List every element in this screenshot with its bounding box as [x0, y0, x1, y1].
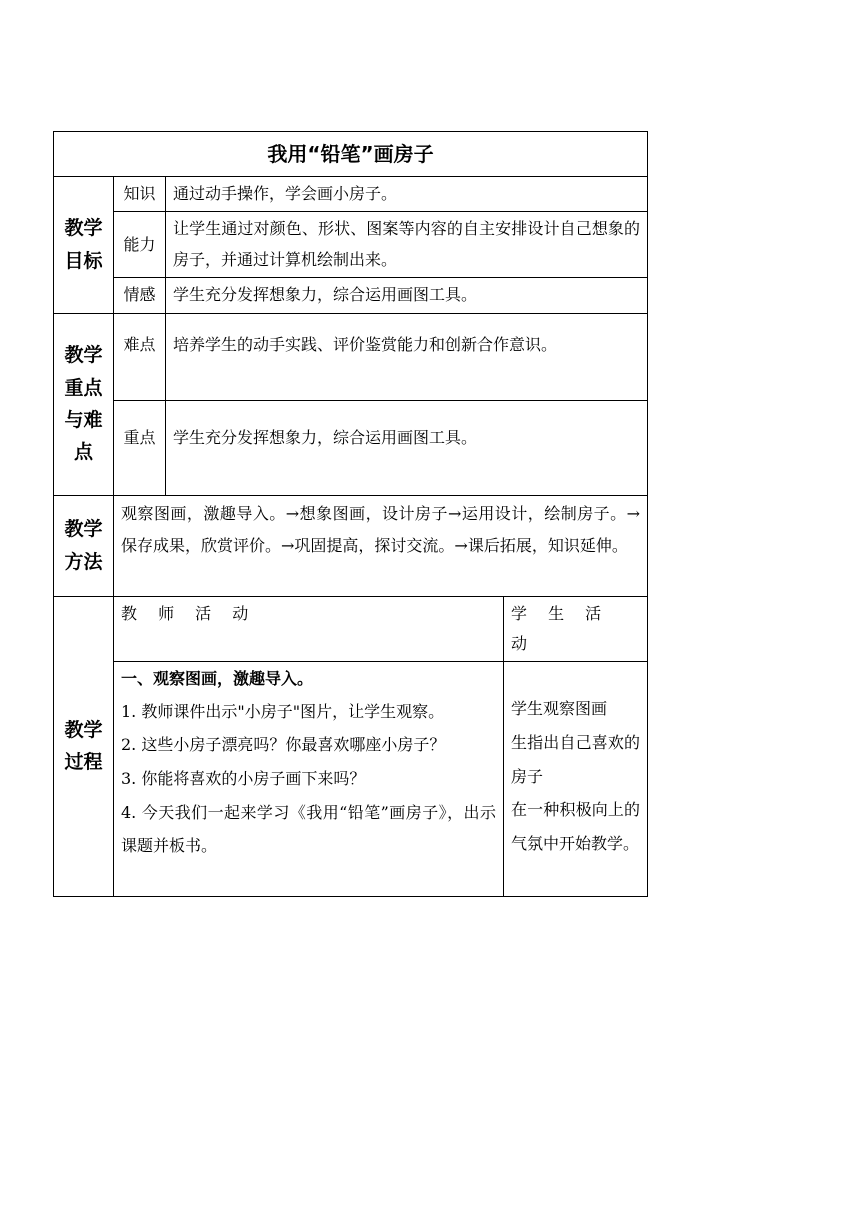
teacher-activity-cell [114, 662, 504, 897]
keypoints-label-line: 重点 [64, 376, 103, 399]
lesson-title: 我用“铅笔”画房子 [54, 132, 648, 177]
method-label [54, 495, 114, 596]
teacher-item: 3. 你能将喜欢的小房子画下来吗？ [121, 768, 366, 788]
teacher-item-list [121, 695, 496, 863]
keypoints-label-line: 教学 [64, 344, 103, 367]
keypoints-label-line: 点 [73, 441, 93, 464]
lesson-plan-table [53, 131, 648, 897]
keypoint-text: 学生充分发挥想象力，综合运用画图工具。 [166, 400, 648, 495]
keypoints-row-difficult [54, 313, 648, 400]
objective-sub-label: 能力 [114, 212, 166, 278]
teacher-item: 2. 这些小房子漂亮吗？你最喜欢哪座小房子？ [121, 735, 446, 755]
objectives-row-emotion [54, 278, 648, 313]
process-content-row [54, 662, 648, 897]
keypoints-label-line: 与难 [64, 409, 103, 432]
method-label-line: 教学 [64, 518, 103, 541]
process-label [54, 596, 114, 897]
method-row [54, 495, 648, 596]
objective-text: 让学生通过对颜色、形状、图案等内容的自主安排设计自己想象的房子，并通过计算机绘制出来。 [166, 212, 648, 278]
student-activity-header: 学 生 活 动 [504, 596, 648, 662]
objective-text: 通过动手操作，学会画小房子。 [166, 177, 648, 212]
objective-sub-label: 知识 [114, 177, 166, 212]
teacher-item: 4. 今天我们一起来学习《我用“铅笔”画房子》，出示课题并板书。 [121, 802, 496, 856]
teacher-activity-header: 教 师 活 动 [114, 596, 504, 662]
method-label-line: 方法 [64, 550, 103, 573]
process-label-line: 教学 [64, 719, 103, 742]
student-line: 生指出自己喜欢的房子 [511, 732, 641, 786]
step-title: 一、观察图画，激趣导入。 [121, 669, 314, 689]
objectives-label [54, 177, 114, 314]
objectives-label-line: 目标 [64, 249, 103, 272]
student-activity-cell [504, 662, 648, 897]
process-label-line: 过程 [64, 751, 103, 774]
objectives-row-knowledge [54, 177, 648, 212]
objectives-label-line: 教学 [64, 217, 103, 240]
objective-text: 学生充分发挥想象力，综合运用画图工具。 [166, 278, 648, 313]
keypoint-sub-label: 难点 [114, 313, 166, 400]
teacher-item: 1. 教师课件出示"小房子"图片，让学生观察。 [121, 701, 445, 721]
student-line: 学生观察图画 [511, 699, 608, 719]
keypoint-sub-label: 重点 [114, 400, 166, 495]
student-line: 在一种积极向上的气氛中开始教学。 [511, 800, 641, 853]
method-text: 观察图画，激趣导入。→想象图画，设计房子→运用设计，绘制房子。→保存成果，欣赏评价。→巩固提高，探讨交流。→课后拓展，知识延伸。 [114, 495, 648, 596]
keypoints-row-key [54, 400, 648, 495]
keypoints-label [54, 313, 114, 495]
process-header-row [54, 596, 648, 662]
title-row [54, 132, 648, 177]
objectives-row-ability [54, 212, 648, 278]
objective-sub-label: 情感 [114, 278, 166, 313]
keypoint-text: 培养学生的动手实践、评价鉴赏能力和创新合作意识。 [166, 313, 648, 400]
